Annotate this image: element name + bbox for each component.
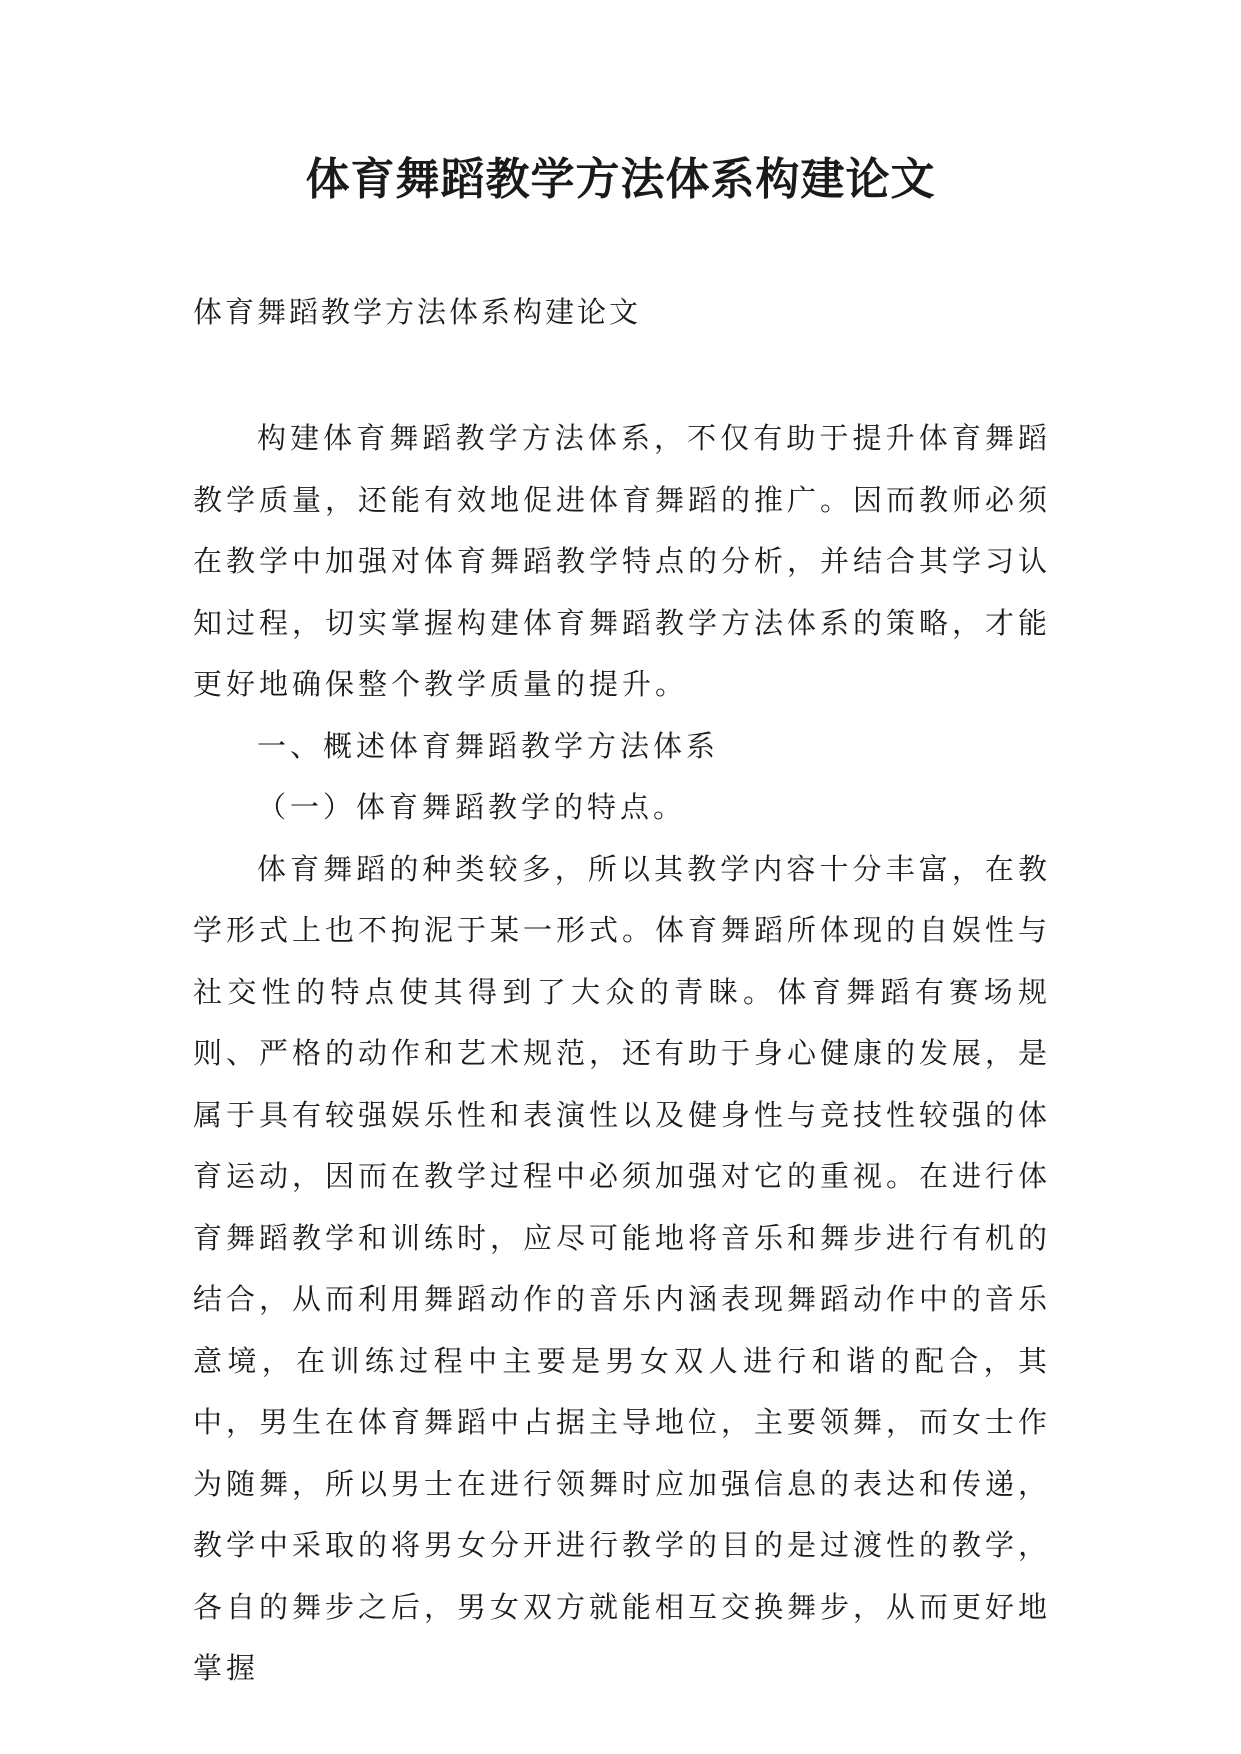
document-body [193, 408, 1051, 1700]
intro-paragraph: 构建体育舞蹈教学方法体系，不仅有助于提升体育舞蹈教学质量，还能有效地促进体育舞蹈的推广。因而教师必须在教学中加强对体育舞蹈教学特点的分析，并结合其学习认知过程，切实掌握构建体育舞蹈教学方法体系的策略，才能更好地确保整个教学质量的提升。 [193, 421, 1052, 701]
document-title: 体育舞蹈教学方法体系构建论文 [305, 154, 936, 205]
document-subtitle: 体育舞蹈教学方法体系构建论文 [193, 295, 642, 329]
body-paragraph: 体育舞蹈的种类较多，所以其教学内容十分丰富，在教学形式上也不拘泥于某一形式。体育舞蹈所体现的自娱性与社交性的特点使其得到了大众的青睐。体育舞蹈有赛场规则、严格的动作和艺术规范，还有助于身心健康的发展，是属于具有较强娱乐性和表演性以及健身性与竞技性较强的体育运动，因而在教学过程中必须加强对它的重视。在进行体育舞蹈教学和训练时，应尽可能地将音乐和舞步进行有机的结合，从而利用舞蹈动作的音乐内涵表现舞蹈动作中的音乐意境，在训练过程中主要是男女双人进行和谐的配合，其中，男生在体育舞蹈中占据主导地位，主要领舞，而女士作为随舞，所以男士在进行领舞时应加强信息的表达和传递，教学中采取的将男女分开进行教学的目的是过渡性的教学，各自的舞步之后，男女双方就能相互交换舞步，从而更好地掌握 [193, 851, 1052, 1685]
subsection-heading: （一）体育舞蹈教学的特点。 [257, 790, 687, 824]
section-heading: 一、概述体育舞蹈教学方法体系 [257, 728, 720, 763]
